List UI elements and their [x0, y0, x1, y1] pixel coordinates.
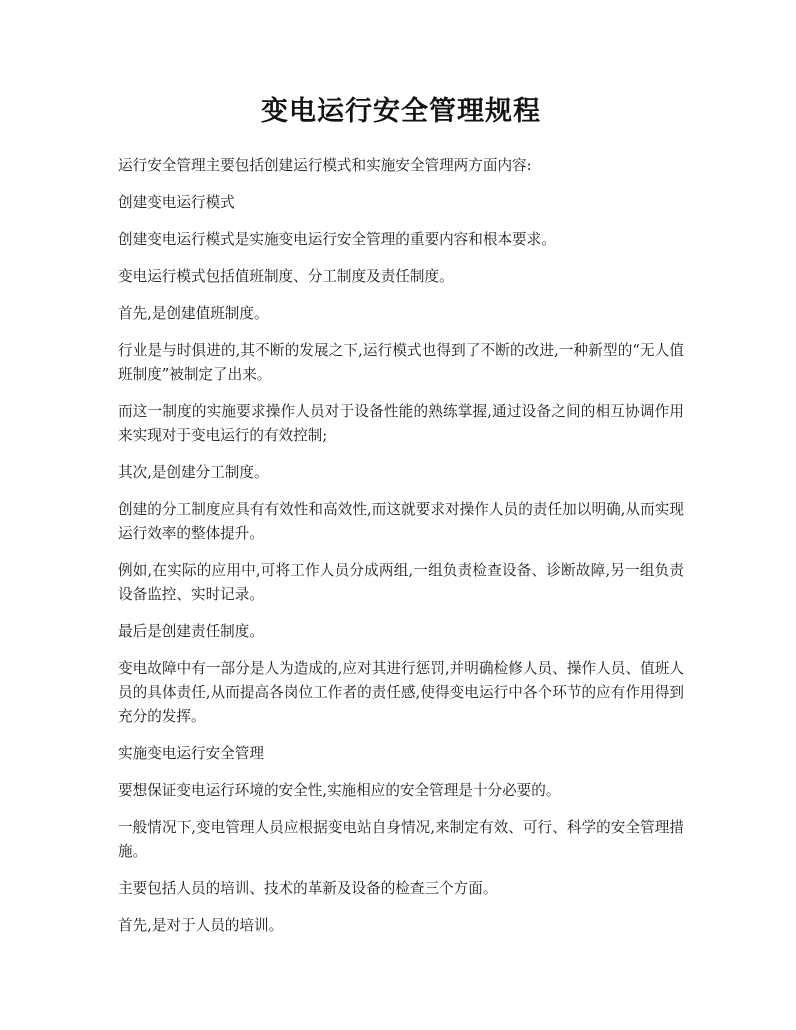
- paragraph: 创建变电运行模式是实施变电运行安全管理的重要内容和根本要求。: [118, 231, 556, 248]
- document-title: 变电运行安全管理规程: [261, 96, 541, 127]
- paragraph: 创建变电运行模式: [118, 194, 235, 211]
- document-body: [118, 154, 684, 938]
- paragraph: 而这一制度的实施要求操作人员对于设备性能的熟练掌握,通过设备之间的相互协调作用来实现对于变电运行的有效控制;: [118, 403, 684, 444]
- paragraph: 首先,是创建值班制度。: [118, 305, 269, 322]
- paragraph: 行业是与时俱进的,其不断的发展之下,运行模式也得到了不断的改进,一种新型的“无人值班制度”被制定了出来。: [118, 342, 684, 383]
- paragraph: 主要包括人员的培训、技术的革新及设备的检查三个方面。: [118, 880, 498, 897]
- paragraph: 一般情况下,变电管理人员应根据变电站自身情况,来制定有效、可行、科学的安全管理措施。: [118, 819, 684, 860]
- paragraph: 变电故障中有一部分是人为造成的,应对其进行惩罚,并明确检修人员、操作人员、值班人员的具体责任,从而提高各岗位工作者的责任感,使得变电运行中各个环节的应有作用得到充分的发挥。: [118, 660, 684, 725]
- paragraph: 要想保证变电运行环境的安全性,实施相应的安全管理是十分必要的。: [118, 782, 561, 799]
- paragraph: 首先,是对于人员的培训。: [118, 917, 284, 934]
- paragraph: 最后是创建责任制度。: [118, 623, 264, 640]
- paragraph: 其次,是创建分工制度。: [118, 464, 269, 481]
- paragraph: 实施变电运行安全管理: [118, 745, 264, 762]
- paragraph: 例如,在实际的应用中,可将工作人员分成两组,一组负责检查设备、诊断故障,另一组负责设备监控、实时记录。: [118, 562, 684, 603]
- paragraph: 运行安全管理主要包括创建运行模式和实施安全管理两方面内容:: [118, 157, 532, 174]
- paragraph: 创建的分工制度应具有有效性和高效性,而这就要求对操作人员的责任加以明确,从而实现运行效率的整体提升。: [118, 501, 684, 542]
- paragraph: 变电运行模式包括值班制度、分工制度及责任制度。: [118, 268, 454, 285]
